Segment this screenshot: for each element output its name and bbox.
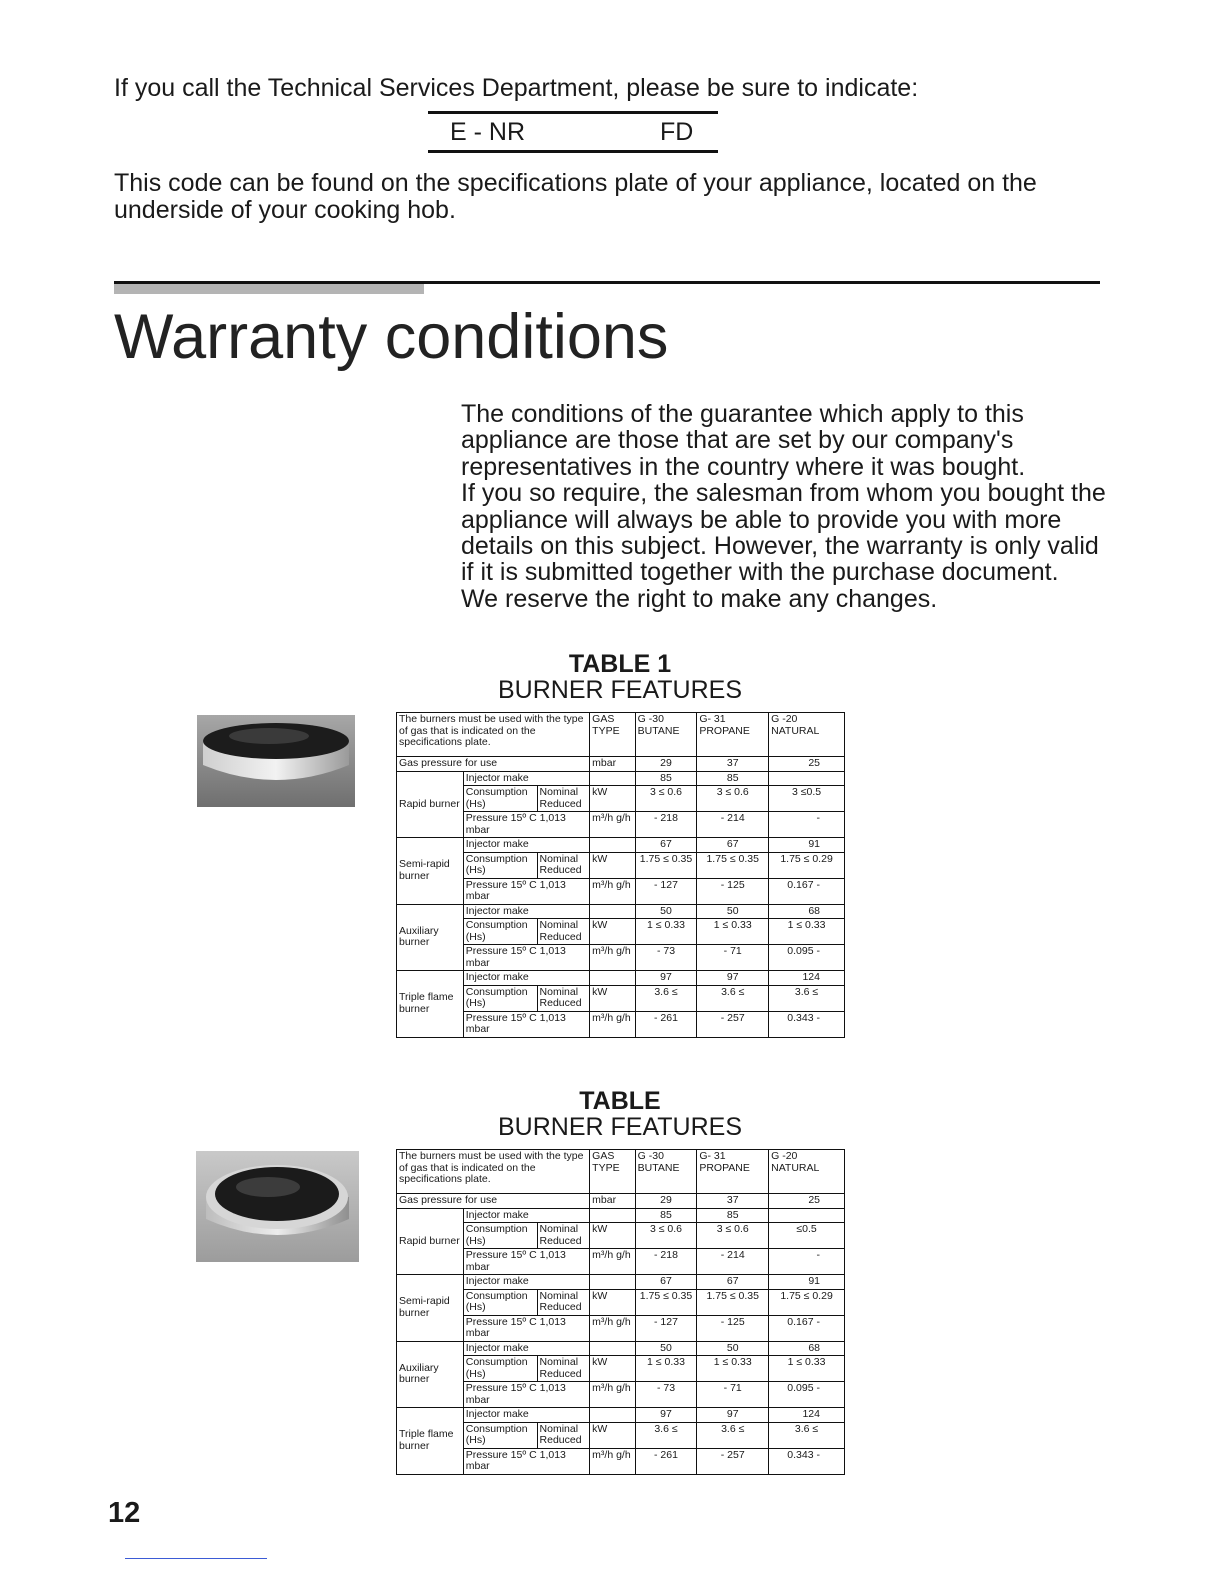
injector-g20 xyxy=(769,1208,845,1223)
table2-subtitle: BURNER FEATURES xyxy=(497,1113,742,1141)
consumption-g31: 3 ≤ 0.6 xyxy=(697,786,769,812)
consumption-label: Consumption (Hs) xyxy=(463,786,537,812)
conditions-label: Pressure 15º C 1,013 mbar xyxy=(463,812,589,838)
table1-caption xyxy=(396,651,844,703)
injector-g20: 91 xyxy=(769,838,845,853)
appliance-code-box xyxy=(428,111,718,153)
burner-features-table-1 xyxy=(396,712,845,1038)
nominal-reduced-label: Nominal Reduced xyxy=(537,1289,590,1315)
warranty-text xyxy=(461,401,1111,612)
nominal-reduced-label: Nominal Reduced xyxy=(537,919,590,945)
table-row xyxy=(397,1289,845,1315)
injector-g30: 85 xyxy=(635,1208,697,1223)
power-unit: kW xyxy=(590,919,636,945)
consumption-g20: 3 ≤0.5 xyxy=(769,786,845,812)
table-header-row xyxy=(397,1150,845,1194)
consumption-g20: 1.75 ≤ 0.29 xyxy=(769,1289,845,1315)
injector-g31: 67 xyxy=(697,1275,769,1290)
consumption-g20: ≤0.5 xyxy=(769,1223,845,1249)
col-g20-natural: G -20 NATURAL xyxy=(769,1150,845,1194)
col-g30-butane: G -30 BUTANE xyxy=(635,713,697,757)
flow-g31: - 257 xyxy=(697,1448,769,1474)
flow-units: m³/h g/h xyxy=(590,812,636,838)
flow-units: m³/h g/h xyxy=(590,1011,636,1037)
table-row xyxy=(397,1249,845,1275)
injector-g30: 50 xyxy=(635,1341,697,1356)
power-unit: kW xyxy=(590,985,636,1011)
power-unit: kW xyxy=(590,1356,636,1382)
page-number: 12 xyxy=(108,1497,141,1529)
injector-g30: 67 xyxy=(635,838,697,853)
flow-g20: 0.095 - xyxy=(769,1382,845,1408)
injector-g31: 85 xyxy=(697,771,769,786)
flow-g20: 0.343 - xyxy=(769,1011,845,1037)
conditions-label: Pressure 15º C 1,013 mbar xyxy=(463,878,589,904)
injector-g31: 50 xyxy=(697,1341,769,1356)
injector-g30: 85 xyxy=(635,771,697,786)
injector-g30: 97 xyxy=(635,971,697,986)
consumption-label: Consumption (Hs) xyxy=(463,1223,537,1249)
injector-g31: 97 xyxy=(697,1408,769,1423)
table-row xyxy=(397,852,845,878)
consumption-g30: 3.6 ≤ xyxy=(635,1422,697,1448)
flow-g20: - xyxy=(769,812,845,838)
flow-g20: - xyxy=(769,1249,845,1275)
burner-features-table-2 xyxy=(396,1149,845,1475)
table-row xyxy=(397,878,845,904)
nominal-reduced-label: Nominal Reduced xyxy=(537,1422,590,1448)
conditions-label: Pressure 15º C 1,013 mbar xyxy=(463,1011,589,1037)
power-unit: kW xyxy=(590,786,636,812)
conditions-label: Pressure 15º C 1,013 mbar xyxy=(463,945,589,971)
injector-label: Injector make xyxy=(463,1208,589,1223)
consumption-g31: 3.6 ≤ xyxy=(697,1422,769,1448)
table-row xyxy=(397,904,845,919)
injector-g20: 91 xyxy=(769,1275,845,1290)
injector-g31: 85 xyxy=(697,1208,769,1223)
table-row xyxy=(397,1275,845,1290)
consumption-g31: 1.75 ≤ 0.35 xyxy=(697,852,769,878)
code-fd-label: FD xyxy=(660,118,694,146)
section-divider-accent xyxy=(114,284,424,294)
flow-units: m³/h g/h xyxy=(590,878,636,904)
code-location-note: This code can be found on the specifications plate of your appliance, located on the underside of your cooking hob. xyxy=(114,169,1037,224)
table-row xyxy=(397,1382,845,1408)
flow-g31: - 71 xyxy=(697,945,769,971)
flow-g31: - 257 xyxy=(697,1011,769,1037)
power-unit: kW xyxy=(590,1422,636,1448)
flow-g30: - 73 xyxy=(635,1382,697,1408)
flow-g30: - 261 xyxy=(635,1448,697,1474)
burner-name: Triple flame burner xyxy=(397,971,464,1038)
table-row xyxy=(397,771,845,786)
injector-label: Injector make xyxy=(463,838,589,853)
flow-units: m³/h g/h xyxy=(590,1382,636,1408)
flow-g30: - 218 xyxy=(635,812,697,838)
flow-g31: - 214 xyxy=(697,1249,769,1275)
consumption-g30: 1.75 ≤ 0.35 xyxy=(635,1289,697,1315)
table-row xyxy=(397,919,845,945)
flow-g30: - 218 xyxy=(635,1249,697,1275)
power-unit: kW xyxy=(590,1223,636,1249)
table-row xyxy=(397,971,845,986)
pressure-unit: mbar xyxy=(590,1194,636,1209)
flow-g30: - 127 xyxy=(635,878,697,904)
consumption-label: Consumption (Hs) xyxy=(463,985,537,1011)
service-instruction: If you call the Technical Services Department, please be sure to indicate: xyxy=(114,74,919,102)
burner-name: Semi-rapid burner xyxy=(397,838,464,905)
flow-g30: - 73 xyxy=(635,945,697,971)
burner-photo-graphic xyxy=(196,1151,359,1262)
table-row xyxy=(397,945,845,971)
flow-units: m³/h g/h xyxy=(590,945,636,971)
burner-name: Triple flame burner xyxy=(397,1408,464,1475)
table-header-row xyxy=(397,713,845,757)
flow-g20: 0.343 - xyxy=(769,1448,845,1474)
nominal-reduced-label: Nominal Reduced xyxy=(537,852,590,878)
consumption-g31: 3.6 ≤ xyxy=(697,985,769,1011)
injector-g20: 124 xyxy=(769,1408,845,1423)
injector-g31: 97 xyxy=(697,971,769,986)
warranty-paragraph: We reserve the right to make any changes. xyxy=(461,584,938,613)
conditions-label: Pressure 15º C 1,013 mbar xyxy=(463,1448,589,1474)
consumption-g30: 3 ≤ 0.6 xyxy=(635,1223,697,1249)
burner-name: Auxiliary burner xyxy=(397,1341,464,1408)
consumption-g30: 3 ≤ 0.6 xyxy=(635,786,697,812)
burner-name: Auxiliary burner xyxy=(397,904,464,971)
table-row xyxy=(397,1408,845,1423)
burner-name: Rapid burner xyxy=(397,1208,464,1275)
pressure-g31: 37 xyxy=(697,1194,769,1209)
burner-name: Semi-rapid burner xyxy=(397,1275,464,1342)
table-row xyxy=(397,1422,845,1448)
col-g20-natural: G -20 NATURAL xyxy=(769,713,845,757)
flow-units: m³/h g/h xyxy=(590,1315,636,1341)
flow-g20: 0.095 - xyxy=(769,945,845,971)
injector-g20: 68 xyxy=(769,1341,845,1356)
power-unit: kW xyxy=(590,1289,636,1315)
pressure-label: Gas pressure for use xyxy=(397,757,590,772)
table-row xyxy=(397,985,845,1011)
flow-g31: - 71 xyxy=(697,1382,769,1408)
consumption-g31: 3 ≤ 0.6 xyxy=(697,1223,769,1249)
burner-photo xyxy=(197,715,355,807)
pressure-unit: mbar xyxy=(590,757,636,772)
footer-line xyxy=(125,1558,267,1559)
table-row xyxy=(397,1341,845,1356)
table-row xyxy=(397,1448,845,1474)
table2-number: TABLE xyxy=(579,1087,661,1115)
col-g31-propane: G- 31 PROPANE xyxy=(697,713,769,757)
injector-label: Injector make xyxy=(463,971,589,986)
page-title: Warranty conditions xyxy=(114,302,669,372)
consumption-g20: 1 ≤ 0.33 xyxy=(769,919,845,945)
burner-name: Rapid burner xyxy=(397,771,464,838)
table-row xyxy=(397,838,845,853)
header-note: The burners must be used with the type of gas that is indicated on the specifications plate. xyxy=(397,1150,590,1194)
injector-label: Injector make xyxy=(463,1408,589,1423)
table-row xyxy=(397,1011,845,1037)
col-g30-butane: G -30 BUTANE xyxy=(635,1150,697,1194)
nominal-reduced-label: Nominal Reduced xyxy=(537,1356,590,1382)
consumption-g30: 1.75 ≤ 0.35 xyxy=(635,852,697,878)
consumption-g20: 3.6 ≤ xyxy=(769,1422,845,1448)
code-enr-label: E - NR xyxy=(450,118,525,146)
consumption-label: Consumption (Hs) xyxy=(463,1356,537,1382)
flow-g20: 0.167 - xyxy=(769,878,845,904)
consumption-g31: 1 ≤ 0.33 xyxy=(697,919,769,945)
consumption-g20: 1.75 ≤ 0.29 xyxy=(769,852,845,878)
consumption-label: Consumption (Hs) xyxy=(463,919,537,945)
flow-g30: - 127 xyxy=(635,1315,697,1341)
consumption-label: Consumption (Hs) xyxy=(463,1422,537,1448)
injector-g31: 50 xyxy=(697,904,769,919)
table-row xyxy=(397,757,845,772)
consumption-g20: 3.6 ≤ xyxy=(769,985,845,1011)
conditions-label: Pressure 15º C 1,013 mbar xyxy=(463,1315,589,1341)
injector-label: Injector make xyxy=(463,771,589,786)
injector-g20: 68 xyxy=(769,904,845,919)
col-gas-type: GAS TYPE xyxy=(590,713,636,757)
table-row xyxy=(397,786,845,812)
nominal-reduced-label: Nominal Reduced xyxy=(537,1223,590,1249)
flow-g31: - 125 xyxy=(697,878,769,904)
injector-label: Injector make xyxy=(463,1341,589,1356)
table-row xyxy=(397,1194,845,1209)
injector-g30: 67 xyxy=(635,1275,697,1290)
pressure-g30: 29 xyxy=(635,757,697,772)
injector-g30: 50 xyxy=(635,904,697,919)
consumption-g31: 1.75 ≤ 0.35 xyxy=(697,1289,769,1315)
table1-subtitle: BURNER FEATURES xyxy=(497,676,742,704)
nominal-reduced-label: Nominal Reduced xyxy=(537,786,590,812)
table-row xyxy=(397,1356,845,1382)
warranty-paragraph: The conditions of the guarantee which apply to this appliance are those that are set by our company's representatives in the country where it was bought. xyxy=(461,400,1026,481)
pressure-g31: 37 xyxy=(697,757,769,772)
conditions-label: Pressure 15º C 1,013 mbar xyxy=(463,1249,589,1275)
flow-units: m³/h g/h xyxy=(590,1448,636,1474)
table2-caption xyxy=(396,1088,844,1140)
table-row xyxy=(397,1315,845,1341)
burner-photo-graphic xyxy=(197,715,355,807)
table1-number: TABLE 1 xyxy=(568,650,672,678)
flow-g20: 0.167 - xyxy=(769,1315,845,1341)
consumption-g30: 1 ≤ 0.33 xyxy=(635,919,697,945)
flow-g31: - 214 xyxy=(697,812,769,838)
injector-g20: 124 xyxy=(769,971,845,986)
consumption-label: Consumption (Hs) xyxy=(463,852,537,878)
consumption-g30: 1 ≤ 0.33 xyxy=(635,1356,697,1382)
table-row xyxy=(397,812,845,838)
col-g31-propane: G- 31 PROPANE xyxy=(697,1150,769,1194)
flow-g30: - 261 xyxy=(635,1011,697,1037)
pressure-g20: 25 xyxy=(769,1194,845,1209)
warranty-paragraph: If you so require, the salesman from whom you bought the appliance will always be able to provide you with more details on this subject. However, the warranty is only valid if it is submitted together with the purchase document. xyxy=(461,479,1106,587)
col-gas-type: GAS TYPE xyxy=(590,1150,636,1194)
consumption-label: Consumption (Hs) xyxy=(463,1289,537,1315)
power-unit: kW xyxy=(590,852,636,878)
burner-photo xyxy=(196,1151,359,1262)
flow-g31: - 125 xyxy=(697,1315,769,1341)
nominal-reduced-label: Nominal Reduced xyxy=(537,985,590,1011)
injector-label: Injector make xyxy=(463,1275,589,1290)
consumption-g20: 1 ≤ 0.33 xyxy=(769,1356,845,1382)
injector-g31: 67 xyxy=(697,838,769,853)
pressure-g30: 29 xyxy=(635,1194,697,1209)
pressure-g20: 25 xyxy=(769,757,845,772)
injector-g20 xyxy=(769,771,845,786)
consumption-g31: 1 ≤ 0.33 xyxy=(697,1356,769,1382)
conditions-label: Pressure 15º C 1,013 mbar xyxy=(463,1382,589,1408)
flow-units: m³/h g/h xyxy=(590,1249,636,1275)
pressure-label: Gas pressure for use xyxy=(397,1194,590,1209)
consumption-g30: 3.6 ≤ xyxy=(635,985,697,1011)
table-row xyxy=(397,1223,845,1249)
injector-label: Injector make xyxy=(463,904,589,919)
injector-g30: 97 xyxy=(635,1408,697,1423)
header-note: The burners must be used with the type of gas that is indicated on the specifications plate. xyxy=(397,713,590,757)
table-row xyxy=(397,1208,845,1223)
